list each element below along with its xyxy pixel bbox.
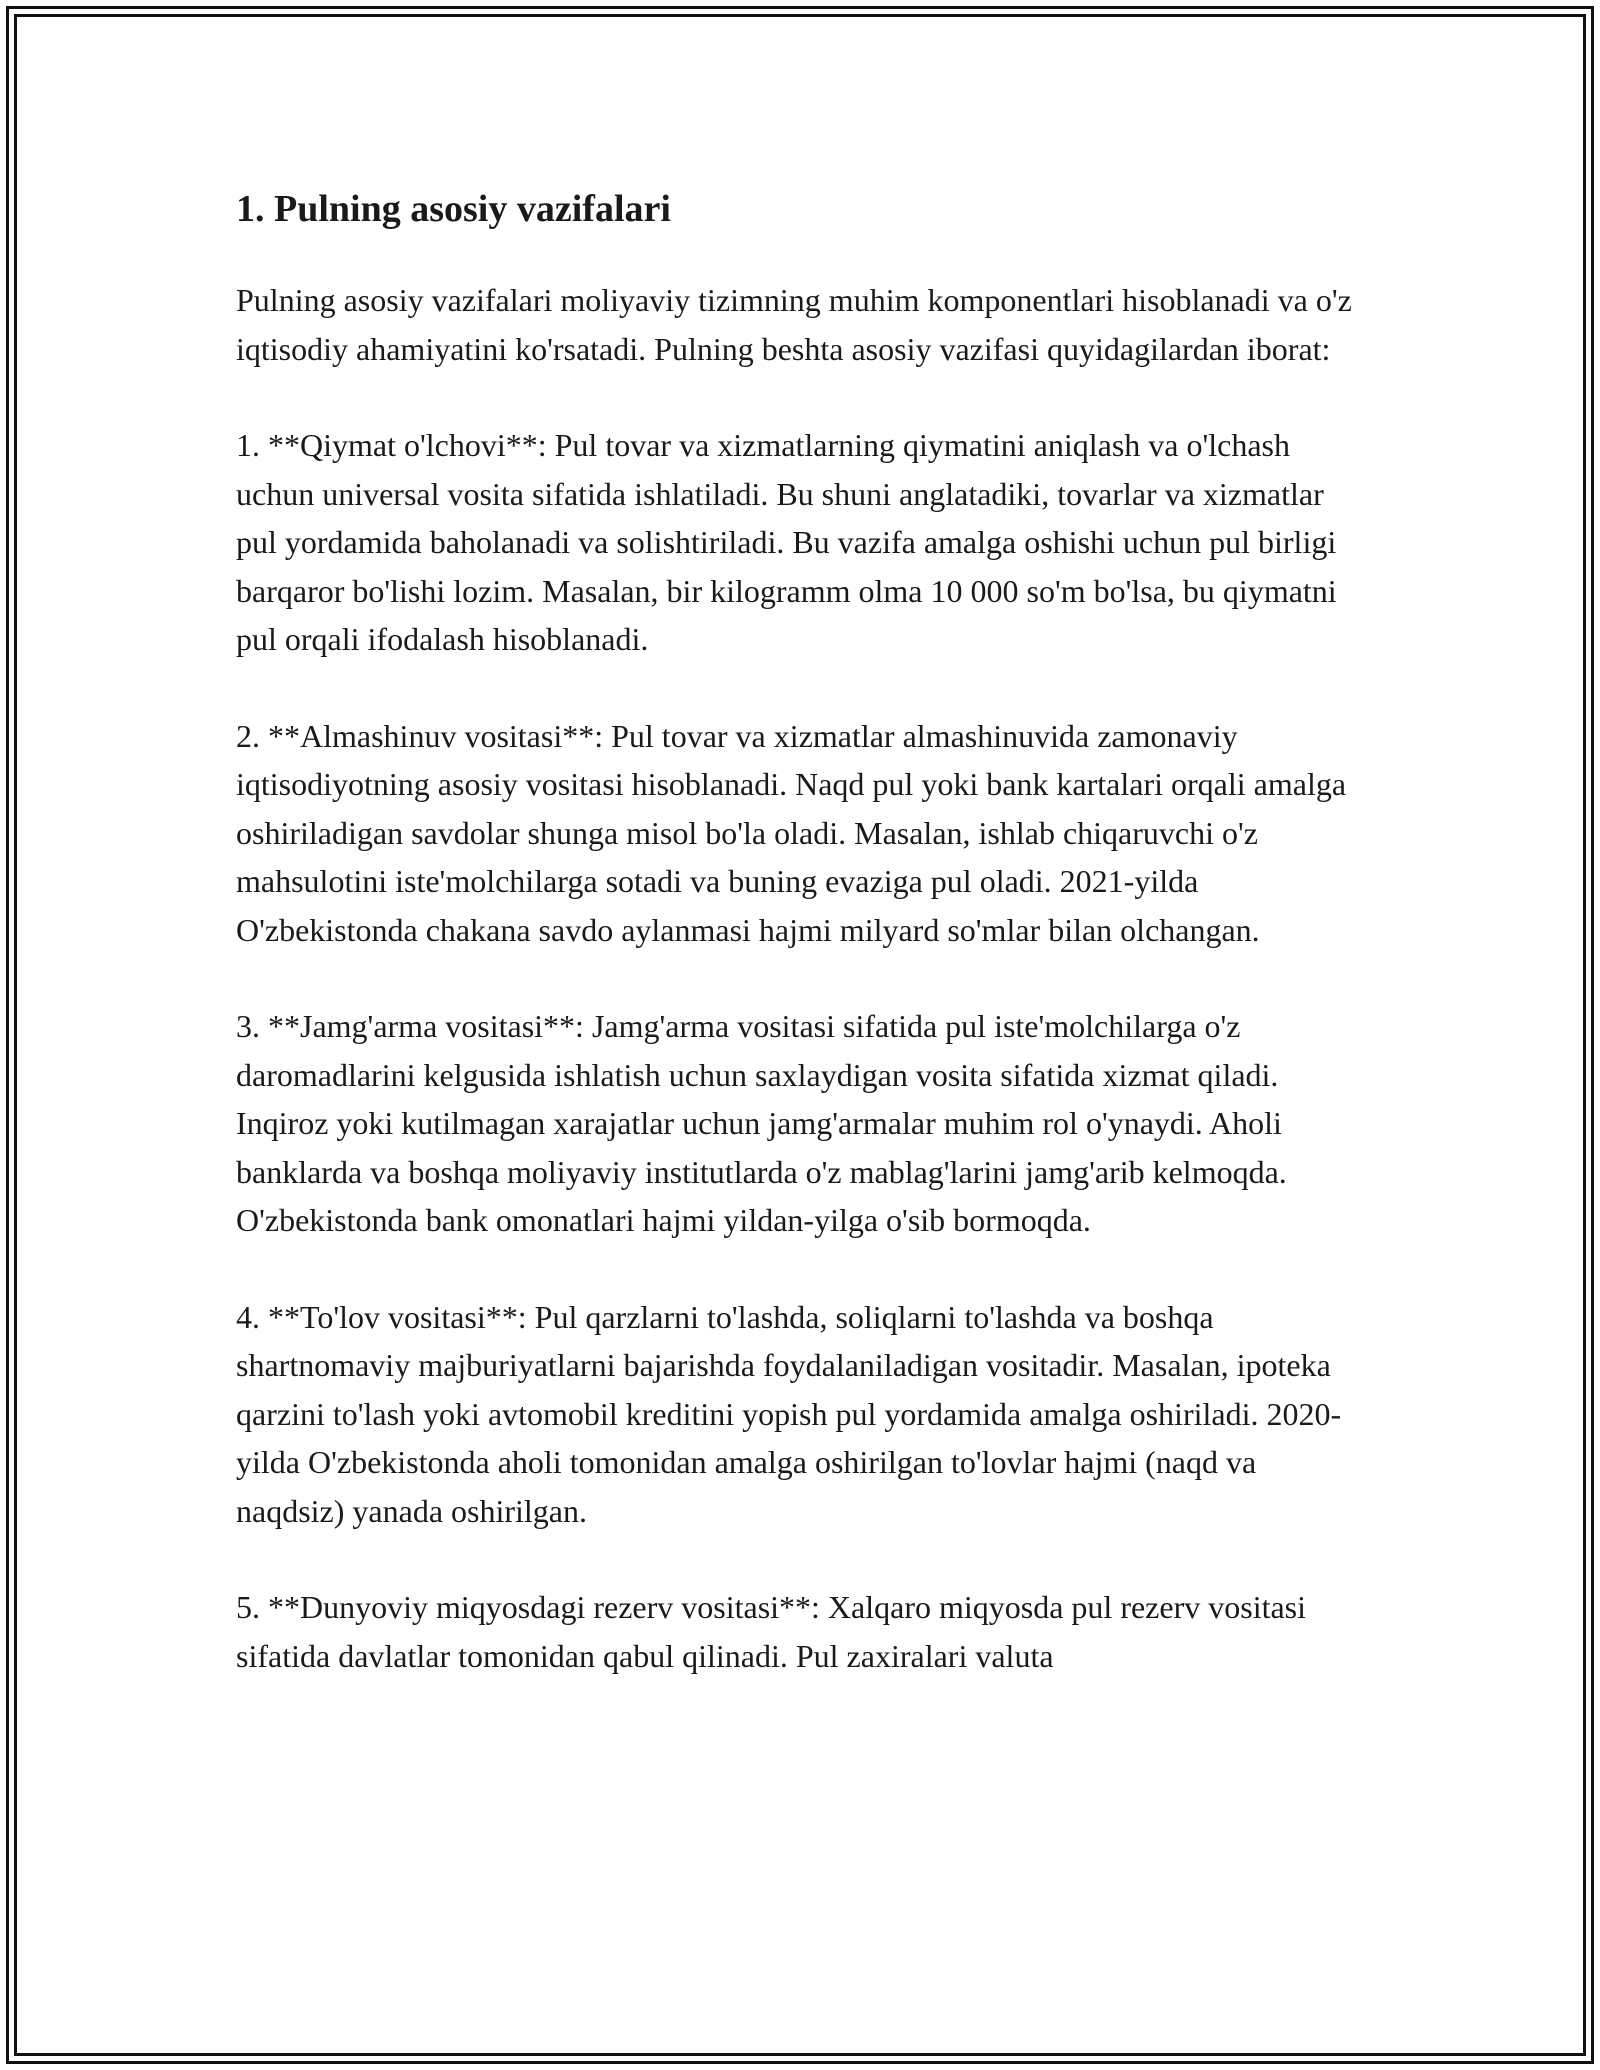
document-body	[236, 186, 1366, 1680]
paragraph-means-of-payment: 4. **To'lov vositasi**: Pul qarzlarni to'lashda, soliqlarni to'lashda va boshqa shartnomaviy majburiyatlarni bajarishda foydalaniladigan vositadir. Masalan, ipoteka qarzini to'lash yoki avtomobil kreditini yopish pul yordamida amalga oshiriladi. 2020-yilda O'zbekistonda aholi tomonidan amalga oshirilgan to'lovlar hajmi (naqd va naqdsiz) yanada oshirilgan.	[236, 1298, 1342, 1529]
paragraph-value-measure: 1. **Qiymat o'lchovi**: Pul tovar va xizmatlarning qiymatini aniqlash va o'lchash uchun universal vosita sifatida ishlatiladi. Bu shuni anglatadiki, tovarlar va xizmatlar pul yordamida baholanadi va solishtiriladi. Bu vazifa amalga oshishi uchun pul birligi barqaror bo'lishi lozim. Masalan, bir kilogramm olma 10 000 so'm bo'lsa, bu qiymatni pul orqali ifodalash hisoblanadi.	[236, 427, 1337, 657]
paragraph-store-of-value: 3. **Jamg'arma vositasi**: Jamg'arma vositasi sifatida pul iste'molchilarga o'z daromadlarini kelgusida ishlatish uchun saxlaydigan vosita sifatida xizmat qiladi. Inqiroz yoki kutilmagan xarajatlar uchun jamg'armalar muhim rol o'ynaydi. Aholi banklarda va boshqa moliyaviy institutlarda o'z mablag'larini jamg'arib kelmoqda. O'zbekistonda bank omonatlari hajmi yildan-yilga o'sib bormoqda.	[236, 1008, 1287, 1238]
intro-paragraph: Pulning asosiy vazifalari moliyaviy tizimning muhim komponentlari hisoblanadi va o'z iqtisodiy ahamiyatini ko'rsatadi. Pulning beshta asosiy vazifasi quyidagilardan iborat:	[236, 282, 1352, 367]
paragraph-world-reserve: 5. **Dunyoviy miqyosdagi rezerv vositasi**: Xalqaro miqyosda pul rezerv vositasi sifatida davlatlar tomonidan qabul qilinadi. Pul zaxiralari valuta	[236, 1589, 1307, 1674]
paragraph-medium-of-exchange: 2. **Almashinuv vositasi**: Pul tovar va xizmatlar almashinuvida zamonaviy iqtisodiyotning asosiy vositasi hisoblanadi. Naqd pul yoki bank kartalari orqali amalga oshiriladigan savdolar shunga misol bo'la oladi. Masalan, ishlab chiqaruvchi o'z mahsulotini iste'molchilarga sotadi va buning evaziga pul oladi. 2021-yilda O'zbekistonda chakana savdo aylanmasi hajmi milyard so'mlar bilan olchangan.	[236, 717, 1347, 948]
section-heading: 1. Pulning asosiy vazifalari	[236, 188, 671, 230]
